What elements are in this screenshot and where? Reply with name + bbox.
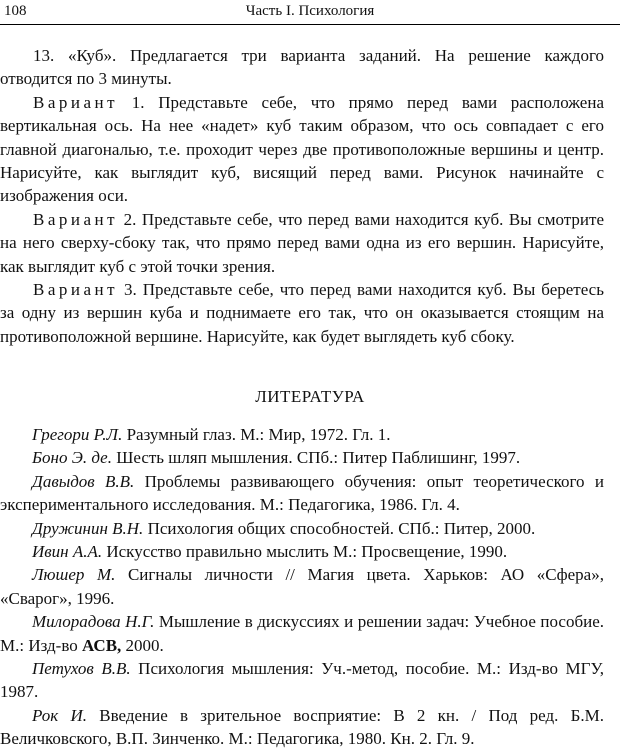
reference-author: Милорадова Н.Г. [32, 612, 155, 632]
reference-item [0, 423, 604, 446]
literature-heading: ЛИТЕРАТУРА [255, 387, 365, 406]
reference-text: Введение в зрительное восприятие: В 2 кн. / Под ред. Б.М. Величковского, В.П. Зинченко. М.: Педагогика, 1980. Кн. 2. Гл. 9. [0, 705, 604, 749]
reference-text: Сигналы личности // Магия цвета. Харьков: АО «Сфера», «Сварог», 1996. [0, 565, 604, 608]
reference-list [0, 423, 604, 751]
reference-item [0, 704, 604, 751]
page-header [0, 0, 620, 24]
variant-label: Вариант [33, 209, 119, 229]
reference-text: Разумный глаз. М.: Мир, 1972. Гл. 1. [122, 425, 391, 444]
reference-item [0, 563, 604, 610]
reference-item [0, 470, 604, 517]
reference-author: Петухов В.В. [32, 659, 131, 679]
reference-item [0, 540, 604, 563]
reference-text: Проблемы развивающего обучения: опыт теоретического и экспериментального исследования. М.: Педагогика, 1986. Гл. 4. [0, 471, 604, 515]
variant-text: 2. Представьте себе, что перед вами находится куб. Вы смотрите на него сверху-сбоку так, что прямо перед вами одна из его вершин. Нарисуйте, как выглядит куб с этой точки зрения. [0, 209, 604, 276]
task-section [0, 44, 604, 348]
reference-text: Шесть шляп мышления. СПб.: Питер Паблишинг, 1997. [111, 448, 521, 468]
reference-author: Люшер М. [32, 565, 116, 585]
reference-author: Рок И. [32, 705, 87, 725]
variant-label: Вариант [33, 92, 119, 112]
variant-1 [0, 91, 604, 208]
reference-author: Дружинин В.Н. [32, 518, 144, 538]
variant-text: 1. Представьте себе, что прямо перед вами расположена вертикальная ось. На нее «надет» куб таким образом, что ось совпадает с его главной диагональю, т.е. проходит через две противоположные вершины и центр. Нарисуйте, как выглядит куб, висящий перед вами. Рисунок начинайте с изображения оси. [0, 92, 604, 206]
page-number: 108 [4, 3, 27, 19]
reference-item [0, 517, 604, 540]
reference-text: Мышление в дискуссиях и решении задач: Учебное пособие. М.: Изд-во [0, 612, 604, 655]
reference-author: Грегори Р.Л. [32, 425, 123, 444]
running-head: Часть I. Психология [245, 3, 375, 19]
variant-text: 3. Представьте себе, что перед вами находится куб. Вы беретесь за одну из вершин куба и поднимаете его так, что он оказывается стоящим на противоположной вершине. Нарисуйте, как будет выглядеть куб сбоку. [0, 280, 604, 346]
task-intro: 13. «Куб». Предлагается три варианта заданий. На решение каждого отводится по 3 минуты. [0, 46, 604, 89]
reference-author: Боно Э. де. [32, 448, 112, 468]
reference-tail: 2000. [121, 635, 164, 655]
reference-text: Психология мышления: Уч.-метод, пособие. М.: Изд-во МГУ, 1987. [0, 659, 604, 702]
reference-author: Ивин А.А. [32, 542, 103, 562]
reference-text: Психология общих способностей. СПб.: Питер, 2000. [143, 518, 536, 538]
publisher-bold: АСВ, [82, 635, 122, 655]
reference-item [0, 446, 604, 469]
variant-label: Вариант [33, 280, 119, 300]
reference-item [0, 610, 604, 657]
header-rule [0, 24, 620, 25]
reference-author: Давыдов В.В. [32, 471, 135, 491]
variant-3 [0, 278, 604, 348]
variant-2 [0, 208, 604, 278]
reference-text: Искусство правильно мыслить М.: Просвещение, 1990. [102, 542, 508, 562]
reference-item [0, 657, 604, 704]
